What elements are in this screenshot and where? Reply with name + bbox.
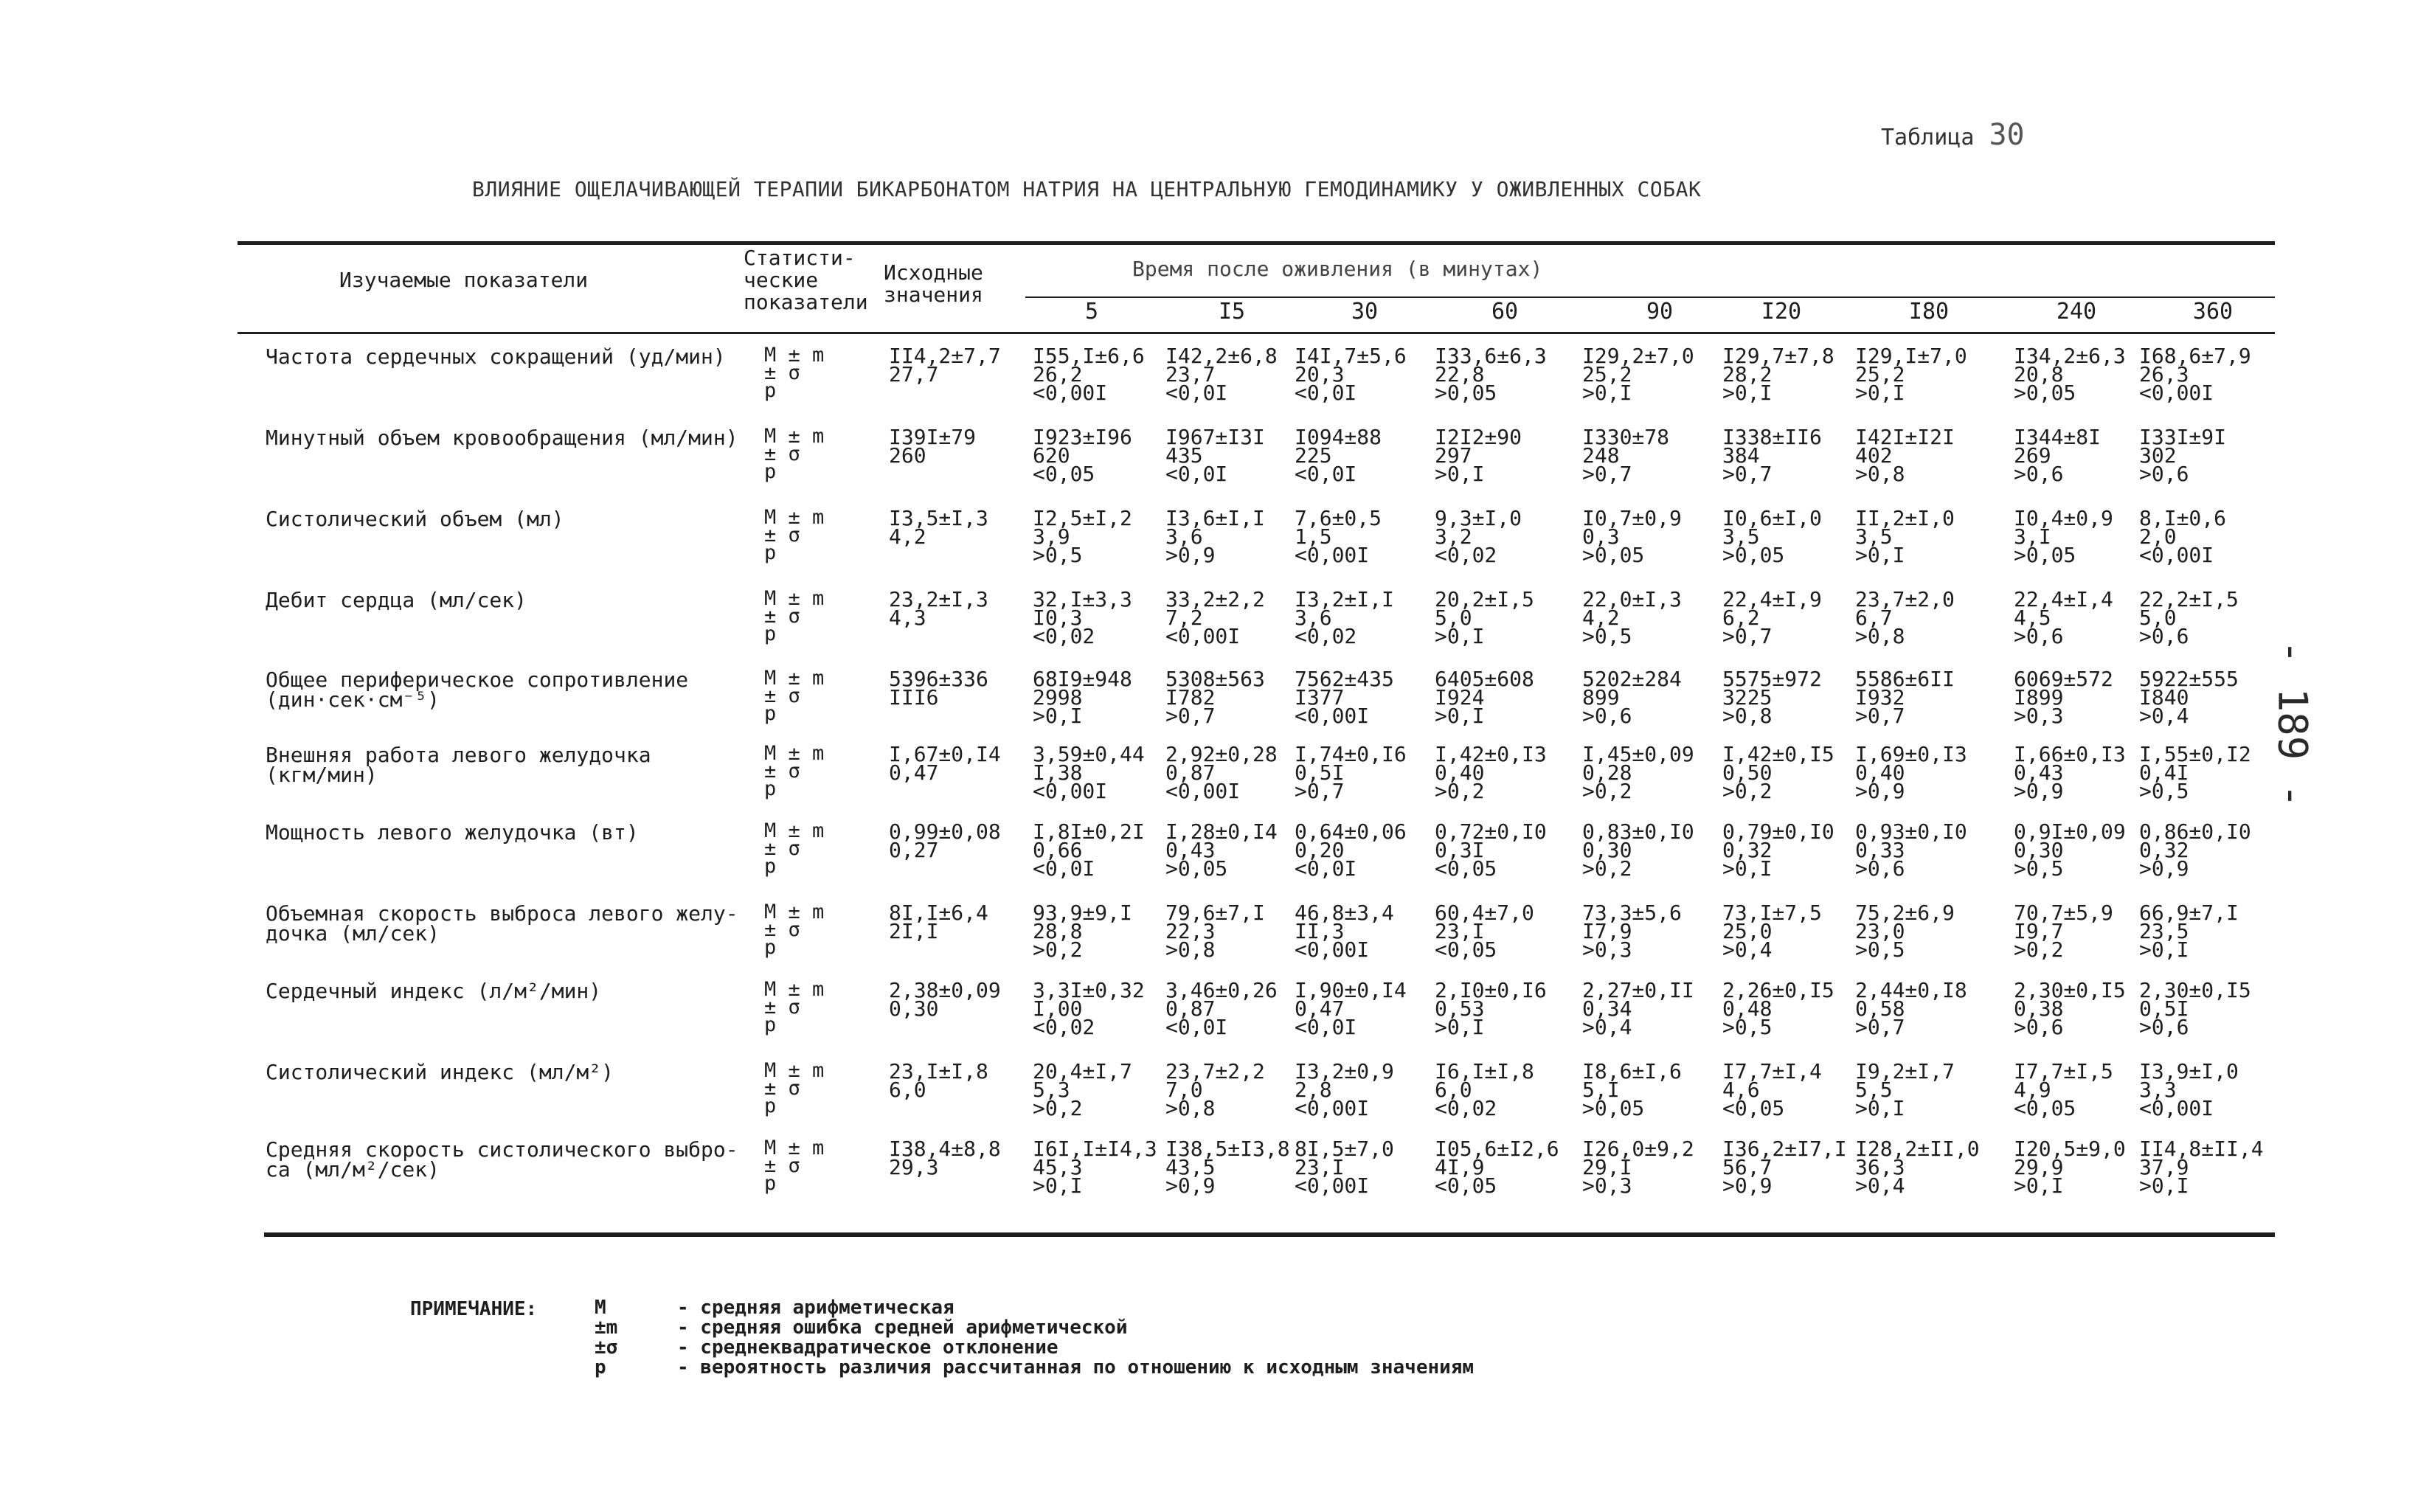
row-cell-0: 20,4±I,7 5,3 >0,2 [1033,1059,1132,1120]
row-initial-value: I39I±79 260 [889,425,977,468]
table-row [0,1137,2415,1213]
row-cell-4: I,45±0,09 0,28 >0,2 [1582,742,1694,803]
row-cell-8: 8,I±0,6 2,0 <0,00I [2139,506,2227,567]
row-cell-7: 70,7±5,9 I9,7 >0,2 [2014,901,2113,962]
row-parameter: Дебит сердца (мл/сек) [266,588,527,612]
row-cell-6: 75,2±6,9 23,0 >0,5 [1855,901,1955,962]
row-cell-7: I0,4±0,9 3,I >0,05 [2014,506,2113,567]
row-statistic: M ± m ± σ p [764,344,825,402]
row-cell-0: 68I9±948 2998 >0,I [1033,667,1132,728]
header-parameter: Изучаемые показатели [339,268,589,292]
row-cell-7: I7,7±I,5 4,9 <0,05 [2014,1059,2113,1120]
table-row [0,978,2415,1055]
row-cell-0: 93,9±9,I 28,8 >0,2 [1033,901,1132,962]
row-cell-6: II,2±I,0 3,5 >0,I [1855,506,1955,567]
row-cell-5: 5575±972 3225 >0,8 [1722,667,1822,728]
row-cell-6: 23,7±2,0 6,7 >0,8 [1855,587,1955,648]
table-row [0,587,2415,664]
row-cell-2: 0,64±0,06 0,20 <0,0I [1295,819,1407,881]
row-initial-value: 0,99±0,08 0,27 [889,819,1001,862]
minutes-header-3: 60 [1491,299,1519,325]
note-definitions: - средняя арифметическая - средняя ошибка средней арифметической - среднеквадратическое отклонение - вероятность различия рассчитанная по отношению к исходным значениям [677,1297,1475,1379]
row-cell-1: 5308±563 I782 >0,7 [1165,667,1265,728]
row-cell-0: I6I,I±I4,3 45,3 >0,I [1033,1137,1157,1198]
row-cell-6: 0,93±0,I0 0,33 >0,6 [1855,819,1967,881]
document-title: ВЛИЯНИЕ ОЩЕЛАЧИВАЮЩЕЙ ТЕРАПИИ БИКАРБОНАТОМ НАТРИЯ НА ЦЕНТРАЛЬНУЮ ГЕМОДИНАМИКУ У ОЖИВЛЕННЫХ СОБАК [472,177,1702,201]
page-number: - 189 - [2269,639,2316,808]
table-row [0,667,2415,743]
row-cell-4: 0,83±0,I0 0,30 >0,2 [1582,819,1694,881]
table-minutes-rule [1025,296,2275,298]
row-cell-3: 9,3±I,0 3,2 <0,02 [1435,506,1522,567]
row-cell-1: 23,7±2,2 7,0 >0,8 [1165,1059,1265,1120]
row-cell-0: I55,I±6,6 26,2 <0,00I [1033,344,1145,405]
table-row [0,425,2415,502]
row-parameter: Сердечный индекс (л/м²/мин) [266,979,602,1003]
row-cell-7: I34,2±6,3 20,8 >0,05 [2014,344,2126,405]
row-cell-3: I,42±0,I3 0,40 >0,2 [1435,742,1547,803]
row-initial-value: 5396±336 III6 [889,667,988,710]
minutes-header-5: I20 [1761,299,1802,325]
row-cell-3: I6,I±I,8 6,0 <0,02 [1435,1059,1534,1120]
row-cell-5: I29,7±7,8 28,2 >0,I [1722,344,1834,405]
row-statistic: M ± m ± σ p [764,819,825,878]
row-cell-7: 22,4±I,4 4,5 >0,6 [2014,587,2113,648]
row-cell-8: II4,8±II,4 37,9 >0,I [2139,1137,2264,1198]
row-cell-1: 79,6±7,I 22,3 >0,8 [1165,901,1265,962]
row-cell-7: 0,9I±0,09 0,30 >0,5 [2014,819,2126,881]
row-cell-3: 6405±608 I924 >0,I [1435,667,1534,728]
row-cell-4: 22,0±I,3 4,2 >0,5 [1582,587,1682,648]
row-cell-2: I,90±0,I4 0,47 <0,0I [1295,978,1407,1039]
row-initial-value: 23,2±I,3 4,3 [889,587,988,630]
row-cell-8: I68,6±7,9 26,3 <0,00I [2139,344,2251,405]
row-cell-5: 73,I±7,5 25,0 >0,4 [1722,901,1822,962]
row-parameter: Частота сердечных сокращений (уд/мин) [266,344,726,369]
row-statistic: M ± m ± σ p [764,1059,825,1117]
row-cell-2: I3,2±I,I 3,6 <0,02 [1295,587,1394,648]
row-cell-8: I33I±9I 302 >0,6 [2139,425,2227,486]
row-cell-3: 2,I0±0,I6 0,53 >0,I [1435,978,1547,1039]
row-parameter: Средняя скорость систолического выбро- са (мл/м²/сек) [266,1137,738,1182]
header-statistic: Статисти- ческие показатели [744,246,868,314]
row-statistic: M ± m ± σ p [764,742,825,800]
row-cell-0: 32,I±3,3 I0,3 <0,02 [1033,587,1132,648]
note-symbols: M ±m ±σ p [595,1297,618,1379]
row-initial-value: I38,4±8,8 29,3 [889,1137,1001,1179]
row-cell-1: I,28±0,I4 0,43 >0,05 [1165,819,1278,881]
row-cell-8: 66,9±7,I 23,5 >0,I [2139,901,2239,962]
row-cell-0: 3,3I±0,32 I,00 <0,02 [1033,978,1145,1039]
row-cell-1: I38,5±I3,8 43,5 >0,9 [1165,1137,1290,1198]
row-cell-8: 2,30±0,I5 0,5I >0,6 [2139,978,2251,1039]
row-cell-6: I42I±I2I 402 >0,8 [1855,425,1955,486]
row-initial-value: II4,2±7,7 27,7 [889,344,1001,386]
row-cell-3: 60,4±7,0 23,I <0,05 [1435,901,1534,962]
row-initial-value: 23,I±I,8 6,0 [889,1059,988,1102]
row-parameter: Систолический объем (мл) [266,507,564,531]
row-cell-4: I26,0±9,2 29,I >0,3 [1582,1137,1694,1198]
row-initial-value: I3,5±I,3 4,2 [889,506,988,549]
row-cell-2: I,74±0,I6 0,5I >0,7 [1295,742,1407,803]
table-row [0,901,2415,977]
row-cell-6: 5586±6II I932 >0,7 [1855,667,1955,728]
minutes-header-1: I5 [1218,299,1246,325]
row-cell-7: 2,30±0,I5 0,38 >0,6 [2014,978,2126,1039]
row-cell-8: 5922±555 I840 >0,4 [2139,667,2239,728]
row-cell-3: I2I2±90 297 >0,I [1435,425,1522,486]
row-cell-6: I9,2±I,7 5,5 >0,I [1855,1059,1955,1120]
row-cell-3: I33,6±6,3 22,8 >0,05 [1435,344,1547,405]
minutes-header-7: 240 [2056,299,2097,325]
table-row [0,506,2415,583]
row-cell-2: 7562±435 I377 <0,00I [1295,667,1394,728]
minutes-header-6: I80 [1908,299,1950,325]
table-top-rule [238,241,2275,245]
row-parameter: Мощность левого желудочка (вт) [266,820,639,845]
row-cell-2: I3,2±0,9 2,8 <0,00I [1295,1059,1394,1120]
row-cell-3: 0,72±0,I0 0,3I <0,05 [1435,819,1547,881]
row-cell-2: I094±88 225 <0,0I [1295,425,1382,486]
row-cell-4: 5202±284 899 >0,6 [1582,667,1682,728]
table-row [0,819,2415,896]
row-cell-4: I330±78 248 >0,7 [1582,425,1670,486]
row-parameter: Минутный объем кровообращения (мл/мин) [266,426,738,450]
row-cell-2: 7,6±0,5 1,5 <0,00I [1295,506,1382,567]
row-cell-5: I36,2±I7,I 56,7 >0,9 [1722,1137,1847,1198]
row-statistic: M ± m ± σ p [764,901,825,959]
row-cell-2: 8I,5±7,0 23,I <0,00I [1295,1137,1394,1198]
row-initial-value: 2,38±0,09 0,30 [889,978,1001,1021]
row-cell-2: I4I,7±5,6 20,3 <0,0I [1295,344,1407,405]
row-cell-0: I923±I96 620 <0,05 [1033,425,1132,486]
table-label [1881,118,2025,152]
row-cell-6: I,69±0,I3 0,40 >0,9 [1855,742,1967,803]
row-statistic: M ± m ± σ p [764,978,825,1036]
minutes-header-4: 90 [1646,299,1674,325]
row-cell-3: I05,6±I2,6 4I,9 <0,05 [1435,1137,1559,1198]
row-cell-6: I28,2±II,0 36,3 >0,4 [1855,1137,1980,1198]
row-cell-7: I,66±0,I3 0,43 >0,9 [2014,742,2126,803]
row-cell-2: 46,8±3,4 II,3 <0,00I [1295,901,1394,962]
row-cell-4: I29,2±7,0 25,2 >0,I [1582,344,1694,405]
row-statistic: M ± m ± σ p [764,587,825,645]
row-cell-6: 2,44±0,I8 0,58 >0,7 [1855,978,1967,1039]
table-row [0,344,2415,420]
row-parameter: Внешняя работа левого желудочка (кгм/мин) [266,743,651,787]
row-statistic: M ± m ± σ p [764,667,825,725]
row-cell-5: 22,4±I,9 6,2 >0,7 [1722,587,1822,648]
row-cell-3: 20,2±I,5 5,0 >0,I [1435,587,1534,648]
header-time-after: Время после оживления (в минутах) [1132,257,1543,281]
row-cell-1: I967±I3I 435 <0,0I [1165,425,1265,486]
row-cell-7: 6069±572 I899 >0,3 [2014,667,2113,728]
row-cell-5: I338±II6 384 >0,7 [1722,425,1822,486]
row-cell-8: I,55±0,I2 0,4I >0,5 [2139,742,2251,803]
table-row [0,742,2415,819]
row-cell-1: I3,6±I,I 3,6 >0,9 [1165,506,1265,567]
row-cell-0: I,8I±0,2I 0,66 <0,0I [1033,819,1145,881]
row-parameter: Систолический индекс (мл/м²) [266,1060,614,1084]
row-cell-8: 0,86±0,I0 0,32 >0,9 [2139,819,2251,881]
table-label-text: Таблица [1881,125,1975,150]
table-row [0,1059,2415,1136]
row-cell-7: I344±8I 269 >0,6 [2014,425,2102,486]
minutes-header-0: 5 [1084,299,1099,325]
row-statistic: M ± m ± σ p [764,1137,825,1195]
row-cell-8: 22,2±I,5 5,0 >0,6 [2139,587,2239,648]
row-parameter: Объемная скорость выброса левого желу- дочка (мл/сек) [266,901,738,946]
row-cell-1: 33,2±2,2 7,2 <0,00I [1165,587,1265,648]
row-initial-value: I,67±0,I4 0,47 [889,742,1001,785]
row-statistic: M ± m ± σ p [764,506,825,564]
note-label: ПРИМЕЧАНИЕ: [410,1298,538,1320]
table-header-rule [238,332,2275,334]
row-cell-5: I7,7±I,4 4,6 <0,05 [1722,1059,1822,1120]
row-cell-4: I8,6±I,6 5,I >0,05 [1582,1059,1682,1120]
row-cell-7: I20,5±9,0 29,9 >0,I [2014,1137,2126,1198]
row-cell-5: I,42±0,I5 0,50 >0,2 [1722,742,1834,803]
row-cell-0: 3,59±0,44 I,38 <0,00I [1033,742,1145,803]
row-cell-5: 0,79±0,I0 0,32 >0,I [1722,819,1834,881]
row-cell-5: 2,26±0,I5 0,48 >0,5 [1722,978,1834,1039]
row-cell-4: 73,3±5,6 I7,9 >0,3 [1582,901,1682,962]
table-number: 30 [1989,118,2025,152]
table-bottom-rule [264,1232,2275,1237]
row-statistic: M ± m ± σ p [764,425,825,483]
row-cell-0: I2,5±I,2 3,9 >0,5 [1033,506,1132,567]
row-cell-1: 2,92±0,28 0,87 <0,00I [1165,742,1278,803]
minutes-header-2: 30 [1351,299,1379,325]
row-cell-8: I3,9±I,0 3,3 <0,00I [2139,1059,2239,1120]
minutes-header-8: 360 [2192,299,2234,325]
header-initial: Исходные значения [884,260,983,307]
row-parameter: Общее периферическое сопротивление (дин·сек·см⁻⁵) [266,667,689,712]
row-initial-value: 8I,I±6,4 2I,I [889,901,988,943]
row-cell-1: 3,46±0,26 0,87 <0,0I [1165,978,1278,1039]
row-cell-4: I0,7±0,9 0,3 >0,05 [1582,506,1682,567]
row-cell-5: I0,6±I,0 3,5 >0,05 [1722,506,1822,567]
row-cell-6: I29,I±7,0 25,2 >0,I [1855,344,1967,405]
row-cell-1: I42,2±6,8 23,7 <0,0I [1165,344,1278,405]
row-cell-4: 2,27±0,II 0,34 >0,4 [1582,978,1694,1039]
